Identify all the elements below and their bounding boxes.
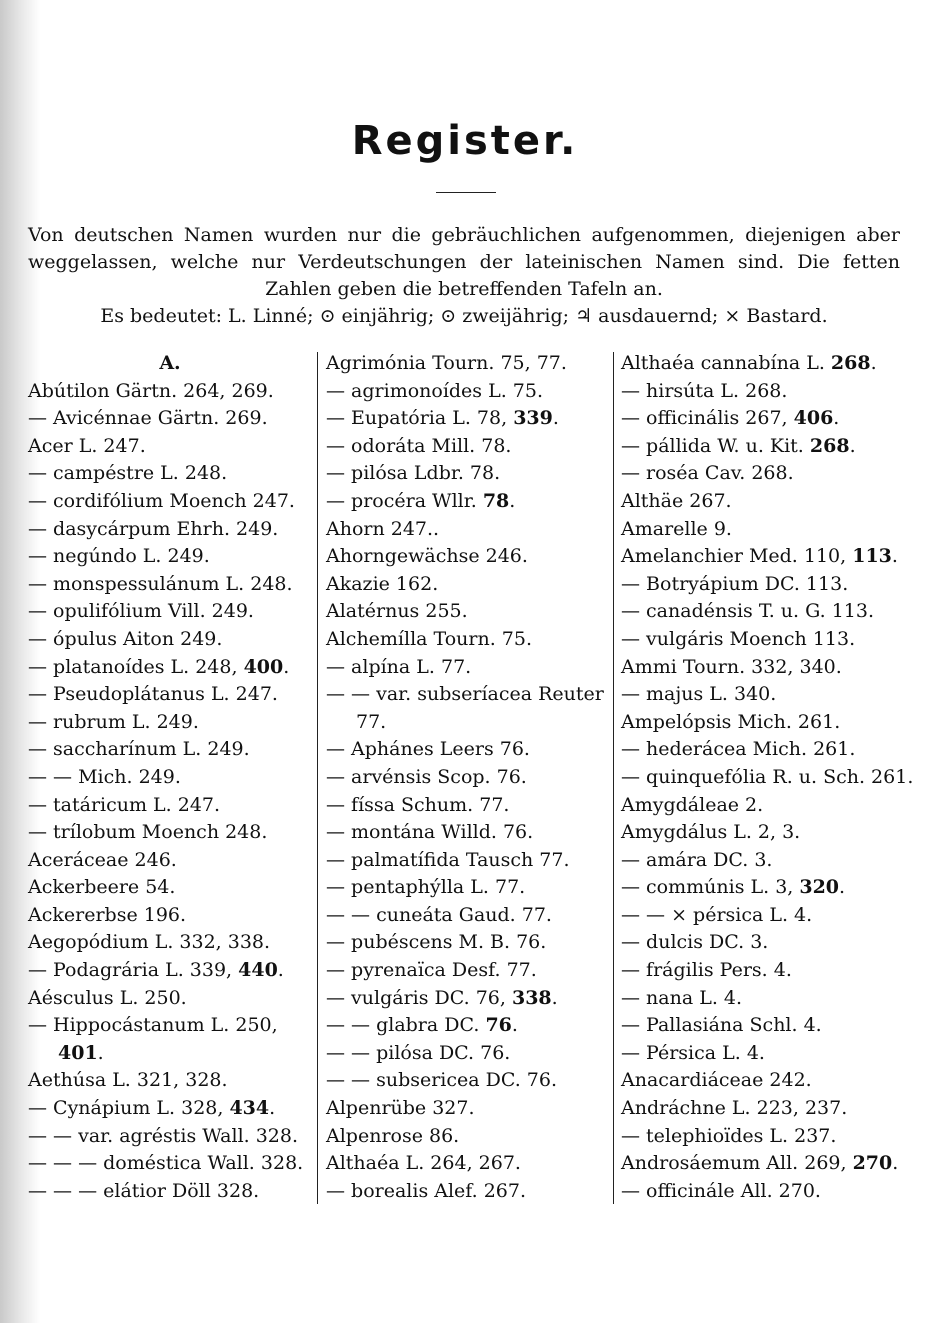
column-divider — [317, 352, 318, 1204]
register-column-2 — [326, 350, 608, 1205]
intro-paragraph — [28, 222, 900, 330]
register-entry: Amygdáleae 2. — [621, 793, 764, 816]
plate-number: 270 — [852, 1152, 893, 1175]
register-entry: — Pseudoplátanus L. 247. — [28, 683, 278, 706]
plate-number: 268 — [809, 434, 850, 457]
register-entry: Agrimónia Tourn. 75, 77. — [326, 352, 567, 374]
plate-number: 440 — [238, 959, 278, 982]
intro-line-3: Zahlen geben die betreffenden Tafeln an. — [265, 278, 663, 300]
register-entry: — tatáricum L. 247. — [28, 793, 221, 816]
register-entry: — — pilósa DC. 76. — [326, 1041, 511, 1064]
register-entry: — negúndo L. 249. — [28, 545, 210, 568]
register-entry: Aethúsa L. 321, 328. — [28, 1069, 228, 1092]
register-entry: — hirsúta L. 268. — [621, 379, 788, 402]
register-entry: — campéstre L. 248. — [28, 462, 228, 485]
register-entry: Ampelópsis Mich. 261. — [621, 710, 841, 733]
register-entry: Ahorngewächse 246. — [326, 545, 528, 568]
register-entry: — roséa Cav. 268. — [621, 462, 794, 485]
register-entry: Aegopódium L. 332, 338. — [28, 931, 271, 954]
register-entry: Ackererbse 196. — [28, 903, 187, 926]
register-entry: — Eupatória L. 78, 339. — [326, 407, 559, 430]
register-entry: Anacardiáceae 242. — [621, 1069, 812, 1092]
register-entry: — dasycárpum Ehrh. 249. — [28, 517, 279, 540]
register-entry: Alpenrübe 327. — [326, 1097, 475, 1120]
register-entry: — saccharínum L. 249. — [28, 738, 250, 761]
register-entry: — agrimonoídes L. 75. — [326, 379, 544, 402]
title-rule — [436, 192, 496, 193]
register-entry: — — cuneáta Gaud. 77. — [326, 903, 552, 926]
register-entry: — Pérsica L. 4. — [621, 1041, 765, 1064]
register-entry: Androsáemum All. 269, 270. — [621, 1152, 899, 1175]
register-entry: — — — doméstica Wall. 328. — [28, 1152, 304, 1175]
register-entry: — odoráta Mill. 78. — [326, 434, 512, 457]
register-entry: — — — elátior Döll 328. — [28, 1179, 260, 1202]
register-entry: — Aphánes Leers 76. — [326, 738, 530, 761]
register-entry: Ammi Tourn. 332, 340. — [621, 655, 842, 678]
page-title: Register. — [351, 118, 579, 164]
register-entry: — vulgáris DC. 76, 338. — [326, 986, 558, 1009]
register-entry: Alpenrose 86. — [326, 1124, 460, 1147]
register-entry: — opulifólium Vill. 249. — [28, 600, 254, 623]
plate-number: 400 — [243, 655, 284, 678]
register-entry: 401. — [58, 1041, 104, 1064]
register-entry: — pentaphýlla L. 77. — [326, 876, 526, 899]
intro-line-2: weggelassen, welche nur Verdeutschungen der lateinischen Namen sind. Die fetten — [28, 251, 900, 273]
register-entry: — — var. subseríacea Reuter — [326, 683, 604, 706]
plate-number: 268 — [830, 352, 871, 374]
plate-number: 78 — [482, 489, 510, 512]
register-entry: Ahorn 247.. — [326, 517, 440, 540]
register-entry: — frágilis Pers. 4. — [621, 959, 792, 982]
plate-number: 76 — [485, 1014, 512, 1037]
register-entry: — — subsericea DC. 76. — [326, 1069, 558, 1092]
register-entry: — — × pérsica L. 4. — [621, 903, 813, 926]
plate-number: 339 — [513, 407, 553, 430]
register-entry: — Pallasiána Schl. 4. — [621, 1014, 822, 1037]
register-entry: Akazie 162. — [326, 572, 439, 595]
intro-line-1: Von deutschen Namen wurden nur die gebräuchlichen aufgenommen, diejenigen aber — [28, 224, 900, 246]
register-entry: — Avicénnae Gärtn. 269. — [28, 407, 268, 430]
register-entry: — rubrum L. 249. — [28, 710, 199, 733]
register-entry: Alatérnus 255. — [326, 600, 468, 623]
plate-number: 320 — [799, 876, 840, 899]
register-entry: — nana L. 4. — [621, 986, 743, 1009]
register-entry: — borealis Alef. 267. — [326, 1179, 527, 1202]
register-entry: — commúnis L. 3, 320. — [621, 876, 846, 899]
register-entry: Aceráceae 246. — [28, 848, 177, 871]
register-entry: — Hippocástanum L. 250, — [28, 1014, 278, 1037]
plate-number: 401 — [58, 1041, 98, 1064]
register-columns — [28, 350, 914, 1210]
register-entry: — Cynápium L. 328, 434. — [28, 1097, 276, 1120]
register-entry: — — glabra DC. 76. — [326, 1014, 518, 1037]
register-entry: — ópulus Aiton 249. — [28, 627, 223, 650]
register-entry: — amára DC. 3. — [621, 848, 773, 871]
register-entry: — telephioïdes L. 237. — [621, 1124, 837, 1147]
register-column-3 — [621, 350, 914, 1205]
register-entry: — trílobum Moench 248. — [28, 821, 268, 844]
register-entry: — canadénsis T. u. G. 113. — [621, 600, 874, 623]
register-entry: Amygdálus L. 2, 3. — [621, 821, 801, 844]
register-entry: Acer L. 247. — [28, 434, 146, 457]
register-entry: — Podagrária L. 339, 440. — [28, 959, 284, 982]
register-entry: — hederácea Mich. 261. — [621, 738, 856, 761]
register-entry: Aésculus L. 250. — [28, 986, 187, 1009]
register-entry: — Botryápium DC. 113. — [621, 572, 849, 595]
register-entry: — platanoídes L. 248, 400. — [28, 655, 290, 678]
register-entry: — montána Willd. 76. — [326, 821, 534, 844]
register-entry: — — Mich. 249. — [28, 765, 181, 788]
register-entry: — pubéscens M. B. 76. — [326, 931, 547, 954]
register-entry: Althaéa L. 264, 267. — [326, 1152, 521, 1175]
section-letter: A. — [159, 352, 181, 374]
register-entry: — officinále All. 270. — [621, 1179, 821, 1202]
register-entry: — pilósa Ldbr. 78. — [326, 462, 501, 485]
register-entry: — palmatífida Tausch 77. — [326, 848, 570, 871]
register-entry: — dulcis DC. 3. — [621, 931, 769, 954]
plate-number: 113 — [852, 545, 892, 568]
register-entry: — vulgáris Moench 113. — [621, 627, 856, 650]
plate-number: 434 — [229, 1097, 270, 1120]
plate-number: 338 — [511, 986, 552, 1009]
plate-number: 406 — [793, 407, 834, 430]
register-entry: — cordifólium Moench 247. — [28, 489, 295, 512]
register-entry: 77. — [356, 710, 387, 733]
register-entry: — físsa Schum. 77. — [326, 793, 510, 816]
register-entry: — procéra Wllr. 78. — [326, 489, 516, 512]
register-entry: Althaéa cannabína L. 268. — [621, 352, 877, 374]
legend-line: Es bedeutet: L. Linné; ⊙ einjährig; ⊙ zweijährig; ♃ ausdauernd; × Bastard. — [100, 305, 828, 327]
register-entry: — monspessulánum L. 248. — [28, 572, 293, 595]
register-entry: — pyrenaïca Desf. 77. — [326, 959, 537, 982]
column-divider — [613, 352, 614, 1204]
register-entry: — — var. agréstis Wall. 328. — [28, 1124, 299, 1147]
register-entry: Althäe 267. — [621, 489, 732, 512]
register-entry: Andráchne L. 223, 237. — [621, 1097, 848, 1120]
register-entry: — pállida W. u. Kit. 268. — [621, 434, 856, 457]
register-entry: — majus L. 340. — [621, 683, 777, 706]
register-entry: — arvénsis Scop. 76. — [326, 765, 527, 788]
register-entry: — officinális 267, 406. — [621, 407, 840, 430]
register-entry: Amelanchier Med. 110, 113. — [621, 545, 898, 568]
register-column-1 — [28, 350, 312, 1205]
register-entry: Ackerbeere 54. — [28, 876, 176, 899]
register-entry: Alchemílla Tourn. 75. — [326, 627, 533, 650]
register-entry: Abútilon Gärtn. 264, 269. — [28, 379, 274, 402]
register-entry: — alpína L. 77. — [326, 655, 472, 678]
register-entry: — quinquefólia R. u. Sch. 261. — [621, 765, 914, 788]
register-entry: Amarelle 9. — [621, 517, 732, 540]
